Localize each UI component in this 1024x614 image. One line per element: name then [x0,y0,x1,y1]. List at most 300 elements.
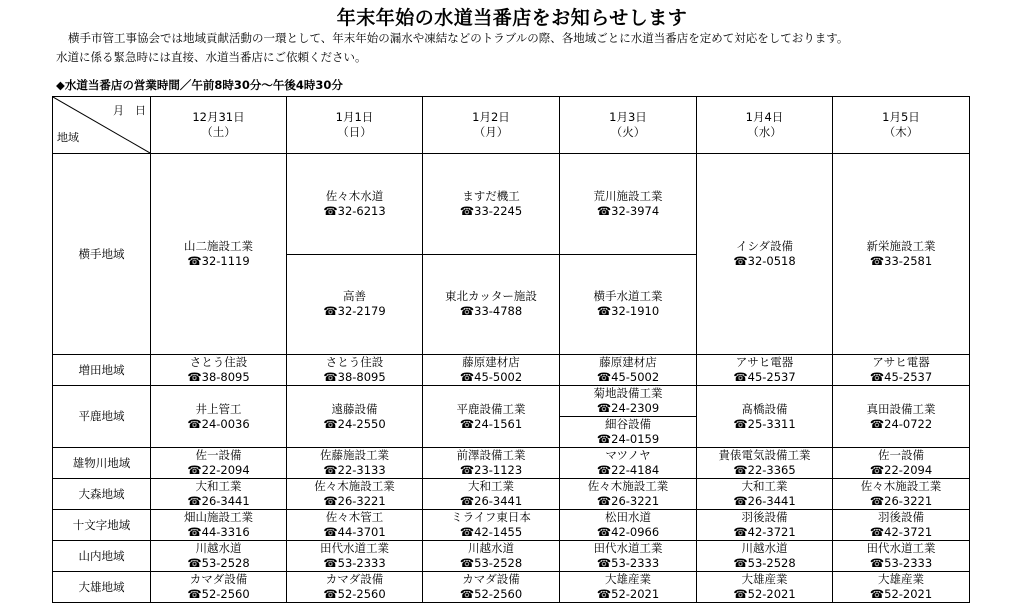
shop-name: ミライフ東日本 [451,510,531,524]
phone-number: 26-3441 [201,494,250,508]
duty-shop-cell [287,386,423,448]
phone-number: 23-1123 [474,463,523,477]
shop-entry [697,355,832,385]
phone-icon: ☎ [323,463,338,477]
phone-icon: ☎ [323,525,338,539]
duty-shop-cell [833,355,970,386]
shop-list [697,355,832,385]
phone-icon: ☎ [187,587,202,601]
day-of-week: （月） [473,125,509,139]
phone-icon: ☎ [459,416,475,431]
duty-shop-cell [423,154,560,355]
shop-entry [423,479,559,509]
phone-number: 42-1455 [474,525,523,539]
shop-phone [560,304,696,319]
shop-entry [151,479,286,509]
shop-phone [833,370,969,385]
duty-shop-cell [151,154,287,355]
phone-icon: ☎ [733,494,748,508]
duty-shop-cell [560,510,697,541]
area-name: 増田地域 [53,355,151,386]
shop-entry [423,255,559,355]
phone-number: 52-2560 [337,587,386,601]
shop-entry [287,479,422,509]
duty-shop-cell [423,510,560,541]
shop-list [833,386,969,447]
duty-shop-cell [423,541,560,572]
area-name: 大雄地域 [53,572,151,603]
shop-name: 田代水道工業 [320,541,389,555]
shop-entry [151,355,286,385]
duty-shop-cell [560,154,697,355]
shop-entry [287,386,422,447]
shop-phone [287,494,422,509]
shop-entry [287,355,422,385]
area-name: 平鹿地域 [53,386,151,448]
duty-shop-cell [697,541,833,572]
shop-entry [833,541,969,571]
shop-list [697,510,832,540]
table-row [53,355,970,386]
shop-name: 遠藤設備 [331,401,378,416]
shop-name: さとう住設 [325,355,384,369]
phone-number: 45-2537 [747,370,796,384]
phone-number: 24-2309 [611,401,660,415]
shop-name: 横手水道工業 [593,289,663,304]
shop-phone [833,525,969,540]
phone-number: 22-3133 [337,463,386,477]
duty-shop-cell [151,448,287,479]
shop-list [833,355,969,385]
shop-phone [697,494,832,509]
shop-list [423,355,559,385]
shop-list [151,154,286,354]
duty-shop-cell [423,448,560,479]
day-header-5 [833,97,970,154]
table-row [53,510,970,541]
shop-phone [151,525,286,540]
shop-name: アサヒ電器 [735,355,794,369]
shop-phone [423,494,559,509]
phone-icon: ☎ [733,463,748,477]
shop-list [560,355,696,385]
phone-number: 32-0518 [747,254,796,268]
day-of-week: （日） [337,125,372,139]
shop-list [560,572,696,602]
area-name: 横手地域 [53,154,151,355]
duty-shop-cell [287,355,423,386]
shop-entry [560,255,696,355]
phone-icon: ☎ [596,525,612,539]
phone-number: 24-0722 [884,416,933,431]
day-header-0 [151,97,287,154]
phone-number: 22-2094 [201,463,250,477]
shop-entry [151,541,286,571]
phone-icon: ☎ [596,494,612,508]
phone-number: 33-2245 [474,203,523,218]
shop-entry [287,510,422,540]
shop-name: 大和工業 [741,479,788,493]
shop-list [833,154,969,354]
shop-phone [560,494,696,509]
shop-entry [423,541,559,571]
schedule-body [53,97,970,603]
shop-phone [287,417,422,432]
duty-shop-cell [560,479,697,510]
shop-entry [560,510,696,540]
shop-name: 川越水道 [468,541,514,555]
shop-name: 山二施設工業 [184,239,253,253]
phone-icon: ☎ [323,556,338,570]
shop-phone [560,204,696,219]
shop-list [151,541,286,571]
phone-number: 42-3721 [747,525,796,539]
shop-name: 荒川施設工業 [593,188,663,203]
shop-name: さとう住設 [189,355,248,369]
day-header-2 [423,97,560,154]
phone-icon: ☎ [323,587,338,601]
shop-list [423,154,559,354]
shop-phone [423,417,559,432]
duty-shop-cell [697,386,833,448]
shop-entry [697,572,832,602]
phone-number: 53-2528 [474,556,523,570]
phone-icon: ☎ [733,556,748,570]
shop-list [151,572,286,602]
shop-phone [697,254,832,269]
shop-list [833,510,969,540]
intro-line-1: 横手市管工事協会では地域貢献活動の一環として、年末年始の漏水や凍結などのトラブルの際、各地域ごとに水道当番店を定めて対応をしております。 [68,31,849,45]
shop-entry [833,448,969,478]
shop-phone [833,463,969,478]
shop-name: イシダ設備 [735,239,794,253]
shop-entry [423,355,559,385]
phone-number: 32-6213 [337,203,386,218]
shop-list [697,154,832,354]
shop-entry [287,154,422,255]
day-of-week: （土） [201,125,236,139]
phone-number: 26-3441 [474,494,523,508]
shop-name: 佐々木施設工業 [314,479,395,493]
phone-number: 26-3221 [884,494,933,508]
shop-name: 貴俵電気設備工業 [718,448,811,462]
phone-number: 26-3221 [611,494,660,508]
shop-name: 佐々木施設工業 [860,479,942,493]
shop-phone [833,587,969,602]
duty-shop-cell [287,541,423,572]
phone-number: 53-2333 [611,556,660,570]
phone-icon: ☎ [187,370,202,384]
phone-number: 45-5002 [611,370,660,384]
phone-number: 24-2550 [337,416,386,431]
shop-entry [423,572,559,602]
shop-entry [560,154,696,255]
shop-entry [833,572,969,602]
table-row [53,386,970,448]
duty-shop-cell [697,572,833,603]
day-date: 1月5日 [882,110,920,124]
shop-list [151,448,286,478]
shop-entry [697,154,832,354]
phone-icon: ☎ [596,370,612,384]
phone-icon: ☎ [459,203,475,218]
shop-phone [287,587,422,602]
shop-phone [423,370,559,385]
duty-shop-cell [287,448,423,479]
phone-icon: ☎ [459,370,475,384]
duty-shop-cell [423,386,560,448]
shop-entry [560,541,696,571]
phone-icon: ☎ [869,587,885,601]
shop-phone [151,463,286,478]
duty-shop-cell [833,448,970,479]
shop-entry [287,541,422,571]
shop-list [560,510,696,540]
corner-cell [53,97,151,154]
shop-entry [697,510,832,540]
shop-list [151,479,286,509]
phone-icon: ☎ [459,463,475,477]
shop-entry [151,154,286,354]
shop-name: アサヒ電器 [872,355,930,369]
area-name: 十文字地域 [53,510,151,541]
shop-list [423,510,559,540]
shop-list [697,448,832,478]
duty-shop-cell [287,154,423,355]
phone-icon: ☎ [869,494,885,508]
day-date: 1月3日 [609,110,647,124]
shop-name: 平鹿設備工業 [456,401,526,416]
shop-phone [423,525,559,540]
shop-list [697,541,832,571]
shop-phone [151,254,286,269]
shop-list [833,541,969,571]
shop-phone [151,494,286,509]
day-of-week: （木） [883,125,919,139]
duty-shop-cell [560,572,697,603]
phone-number: 44-3701 [337,525,386,539]
shop-phone [833,417,969,432]
shop-phone [151,587,286,602]
duty-shop-cell [833,386,970,448]
phone-number: 32-1910 [611,304,660,319]
phone-icon: ☎ [323,203,338,218]
phone-icon: ☎ [187,254,202,268]
shop-entry [697,448,832,478]
phone-icon: ☎ [733,370,748,384]
shop-name: マツノヤ [605,448,651,462]
phone-icon: ☎ [323,370,338,384]
shop-phone [560,463,696,478]
shop-name: 髙橋設備 [741,401,788,416]
phone-number: 42-0966 [611,525,660,539]
shop-entry [697,541,832,571]
phone-number: 53-2333 [884,556,933,570]
duty-shop-cell [560,386,697,448]
shop-phone [560,587,696,602]
shop-entry [423,154,559,255]
shop-list [423,572,559,602]
phone-number: 24-0036 [201,416,250,431]
shop-list [833,479,969,509]
phone-icon: ☎ [869,254,885,268]
phone-icon: ☎ [869,370,885,384]
shop-list [287,154,422,354]
shop-entry [833,479,969,509]
shop-phone [287,370,422,385]
phone-number: 45-2537 [884,370,933,384]
shop-phone [697,463,832,478]
phone-icon: ☎ [459,525,475,539]
table-row [53,479,970,510]
phone-number: 52-2560 [201,587,250,601]
duty-shop-cell [151,510,287,541]
day-date: 1月1日 [335,110,374,124]
shop-list [287,448,422,478]
shop-list [151,510,286,540]
shop-name: 佐々木施設工業 [587,479,669,493]
shop-entry [423,510,559,540]
phone-icon: ☎ [869,525,885,539]
phone-number: 32-2179 [337,304,386,319]
day-of-week: （火） [610,125,646,139]
duty-shop-cell [287,572,423,603]
page-title: 年末年始の水道当番店をお知らせします [336,7,688,29]
phone-icon: ☎ [869,416,885,431]
shop-list [697,386,832,447]
shop-name: 井上管工 [195,401,242,416]
shop-entry [833,386,969,447]
phone-number: 52-2021 [884,587,933,601]
shop-name: カマダ設備 [462,572,520,586]
shop-phone [423,587,559,602]
table-row [53,541,970,572]
phone-icon: ☎ [323,494,338,508]
table-row [53,448,970,479]
shop-phone [560,556,696,571]
phone-icon: ☎ [596,203,612,218]
shop-entry [287,572,422,602]
shop-entry [151,448,286,478]
phone-icon: ☎ [733,587,748,601]
duty-shop-cell [151,386,287,448]
shop-phone [560,525,696,540]
shop-list [560,448,696,478]
shop-entry [287,448,422,478]
shop-entry [423,448,559,478]
shop-phone [833,556,969,571]
phone-number: 26-3221 [337,494,386,508]
shop-phone [151,370,286,385]
shop-entry [151,572,286,602]
shop-name: 羽後設備 [741,510,788,524]
phone-number: 45-5002 [474,370,523,384]
shop-name: カマダ設備 [325,572,384,586]
phone-icon: ☎ [869,556,885,570]
shop-list [560,541,696,571]
shop-name: 真田設備工業 [866,401,936,416]
day-date: 1月4日 [745,110,784,124]
shop-name: 川越水道 [741,541,788,555]
phone-number: 42-3721 [884,525,933,539]
shop-name: 大雄産業 [878,572,924,586]
phone-number: 52-2560 [474,587,523,601]
shop-phone [833,254,969,269]
shop-phone [833,494,969,509]
shop-list [287,386,422,447]
phone-icon: ☎ [459,556,475,570]
phone-icon: ☎ [187,494,202,508]
shop-entry [151,386,286,447]
duty-schedule-table [52,96,970,603]
phone-icon: ☎ [323,416,338,431]
phone-number: 32-3974 [611,203,660,218]
shop-entry [423,386,559,447]
shop-phone [151,556,286,571]
shop-phone [560,432,696,447]
duty-shop-cell [423,355,560,386]
shop-name: 東北カッター施設 [445,289,537,304]
phone-icon: ☎ [596,463,612,477]
shop-phone [287,556,422,571]
shop-list [151,355,286,385]
shop-list [287,541,422,571]
shop-name: 細谷設備 [605,417,651,431]
phone-icon: ☎ [596,401,612,415]
business-hours: ◆水道当番店の営業時間／午前8時30分～午後4時30分 [56,78,343,92]
shop-entry [560,355,696,385]
shop-entry [833,510,969,540]
phone-number: 38-8095 [201,370,250,384]
shop-entry [560,479,696,509]
duty-shop-cell [560,541,697,572]
duty-shop-cell [151,541,287,572]
shop-list [560,386,696,447]
shop-name: 新栄施設工業 [866,239,936,253]
shop-phone [287,304,422,319]
phone-icon: ☎ [733,254,748,268]
duty-shop-cell [151,355,287,386]
day-date: 1月2日 [472,110,510,124]
shop-name: 佐一設備 [195,448,242,462]
shop-list [423,386,559,447]
shop-entry [560,417,696,447]
phone-number: 44-3316 [201,525,250,539]
shop-list [833,448,969,478]
shop-name: 松田水道 [605,510,651,524]
day-header-1 [287,97,423,154]
shop-name: 佐々木水道 [325,188,384,203]
duty-shop-cell [697,154,833,355]
shop-name: 佐一設備 [878,448,924,462]
shop-entry [833,154,969,354]
phone-icon: ☎ [869,463,885,477]
duty-shop-cell [560,355,697,386]
shop-list [560,479,696,509]
shop-phone [697,417,832,432]
shop-entry [697,386,832,447]
phone-number: 26-3441 [747,494,796,508]
phone-icon: ☎ [596,304,612,319]
phone-icon: ☎ [459,494,475,508]
duty-shop-cell [697,510,833,541]
corner-date-label: 月 日 [113,104,146,117]
shop-list [287,510,422,540]
shop-list [560,154,696,354]
shop-phone [697,556,832,571]
area-name: 山内地域 [53,541,151,572]
day-date: 12月31日 [192,110,245,124]
